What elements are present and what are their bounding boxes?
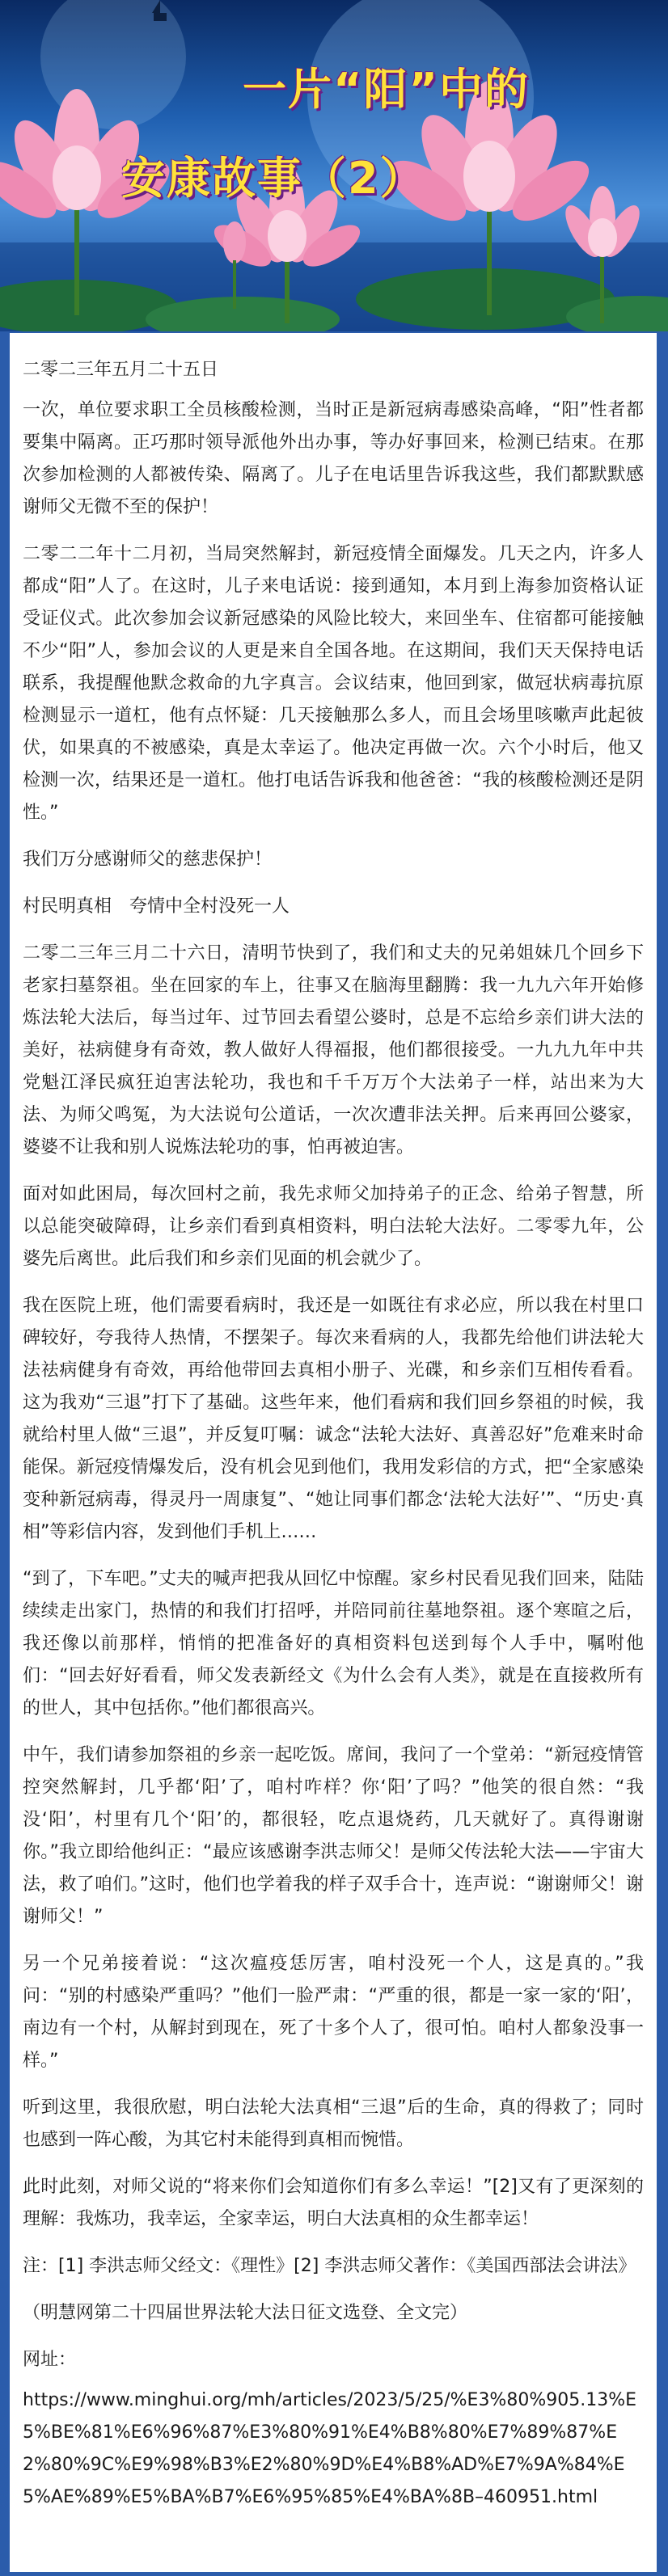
paragraph-1: 一次，单位要求职工全员核酸检测，当时正是新冠病毒感染高峰，“阳”性者都要集中隔离。正巧那时领导派他外出办事，等办好事回来，检测已结束。在那次参加检测的人都被传染、隔离了。儿子在电话里告诉我这些，我们都默默感谢师父无微不至的保护！ bbox=[23, 400, 644, 517]
article-url-link[interactable]: https://www.minghui.org/mh/articles/2023/5/25/%E3%80%905.13%E5%BE%81%E6%96%87%E3%80%91%E4%B8%80%E7%89%87%E2%80%9C%E9%98%B3%E2%80%9D%E4%B8%AD%E7%9A%84%E5%AE%89%E5%BA%B7%E6%95%85%E4%BA%8B–460951.html bbox=[23, 2390, 637, 2507]
article-body bbox=[10, 333, 657, 2572]
url-label: 网址： bbox=[23, 2350, 77, 2370]
paragraph-7: “到了，下车吧。”丈夫的喊声把我从回忆中惊醒。家乡村民看见我们回来，陆陆续续走出家门，热情的和我们打招呼，并陪同前往墓地祭祖。逐个寒暄之后，我还像以前那样，悄悄的把准备好的真相资料包送到每个人手中，嘱咐他们：“回去好好看看，师父发表新经文《为什么会有人类》，就是在直接救所有的世人，其中包括你。”他们都很高兴。 bbox=[23, 1569, 644, 1718]
article-date: 二零二三年五月二十五日 bbox=[23, 360, 219, 380]
footnotes: 注：[1] 李洪志师父经文：《理性》[2] 李洪志师父著作：《美国西部法会讲法》 bbox=[23, 2256, 636, 2276]
paragraph-3: 我们万分感谢师父的慈悲保护！ bbox=[23, 850, 273, 870]
paragraph-11: 此时此刻，对师父说的“将来你们会知道你们有多么幸运！”[2]又有了更深刻的理解：我炼功，我幸运，全家幸运，明白大法真相的众生都幸运！ bbox=[23, 2177, 644, 2229]
paragraph-2: 二零二二年十二月初，当局突然解封，新冠疫情全面爆发。几天之内，许多人都成“阳”人了。在这时，儿子来电话说：接到通知，本月到上海参加资格认证受证仪式。此次参加会议新冠感染的风险比较大，来回坐车、住宿都可能接触不少“阳”人，参加会议的人更是来自全国各地。在这期间，我们天天保持电话联系，我提醒他默念救命的九字真言。会议结束，他回到家，做冠状病毒抗原检测显示一道杠，他有点怀疑：几天接触那么多人，而且会场里咳嗽声此起彼伏，如果真的不被感染，真是太幸运了。他决定再做一次。六个小时后，他又检测一次，结果还是一道杠。他打电话告诉我和他爸爸：“我的核酸检测还是阴性。” bbox=[23, 544, 644, 823]
header-banner bbox=[0, 0, 668, 331]
paragraph-8: 中午，我们请参加祭祖的乡亲一起吃饭。席间，我问了一个堂弟：“新冠疫情管控突然解封，几乎都‘阳’了，咱村咋样？你‘阳’了吗？”他笑的很自然：“我没‘阳’，村里有几个‘阳’的，都很轻，吃点退烧药，几天就好了。真得谢谢你。”我立即给他纠正：“最应该感谢李洪志师父！是师父传法轮大法——宇宙大法，救了咱们。”这时，他们也学着我的样子双手合十，连声说：“谢谢师父！谢谢师父！” bbox=[23, 1745, 644, 1927]
section-subtitle: 村民明真相 夸情中全村没死一人 bbox=[23, 896, 290, 917]
paragraph-9: 另一个兄弟接着说：“这次瘟疫恁厉害，咱村没死一个人，这是真的。”我问：“别的村感染严重吗？”他们一脸严肃：“严重的很，都是一家一家的‘阳’，南边有一个村，从解封到现在，死了十多个人了，很可怕。咱村人都象没事一样。” bbox=[23, 1954, 644, 2071]
paragraph-4: 二零二三年三月二十六日，清明节快到了，我们和丈夫的兄弟姐妹几个回乡下老家扫墓祭祖。坐在回家的车上，往事又在脑海里翻腾：我一九九六年开始修炼法轮大法后，每当过年、过节回去看望公婆时，总是不忘给乡亲们讲大法的美好，祛病健身有奇效，教人做好人得福报，他们都很接受。一九九九年中共党魁江泽民疯狂迫害法轮功，我也和千千万万个大法弟子一样，站出来为大法、为师父鸣冤，为大法说句公道话，一次次遭非法关押。后来再回公婆家，婆婆不让我和别人说炼法轮功的事，怕再被迫害。 bbox=[23, 943, 644, 1157]
banner-title-line1: 一片“阳”中的 bbox=[243, 64, 530, 115]
paragraph-6: 我在医院上班，他们需要看病时，我还是一如既往有求必应，所以我在村里口碑较好，夸我待人热情，不摆架子。每次来看病的人，我都先给他们讲法轮大法祛病健身有奇效，再给他带回去真相小册子、光碟，和乡亲们互相传看看。这为我劝“三退”打下了基础。这些年来，他们看病和我们回乡祭祖的时候，我就给村里人做“三退”，并反复叮嘱：诚念“法轮大法好、真善忍好”危难来时命能保。新冠疫情爆发后，没有机会见到他们，我用发彩信的方式，把“全家感染变种新冠病毒，得灵丹一周康复”、“她让同事们都念‘法轮大法好’”、“历史·真相”等彩信内容，发到他们手机上…… bbox=[23, 1296, 644, 1542]
paragraph-10: 听到这里，我很欣慰，明白法轮大法真相“三退”后的生命，真的得救了；同时也感到一阵心酸，为其它村未能得到真相而惋惜。 bbox=[23, 2097, 644, 2150]
source-note: （明慧网第二十四届世界法轮大法日征文选登、全文完） bbox=[23, 2303, 468, 2323]
banner-title-line2: 安康故事（2） bbox=[121, 153, 425, 204]
paragraph-5: 面对如此困局，每次回村之前，我先求师父加持弟子的正念、给弟子智慧，所以总能突破障碍，让乡亲们看到真相资料，明白法轮大法好。二零零九年，公婆先后离世。此后我们和乡亲们见面的机会就少了。 bbox=[23, 1184, 644, 1269]
